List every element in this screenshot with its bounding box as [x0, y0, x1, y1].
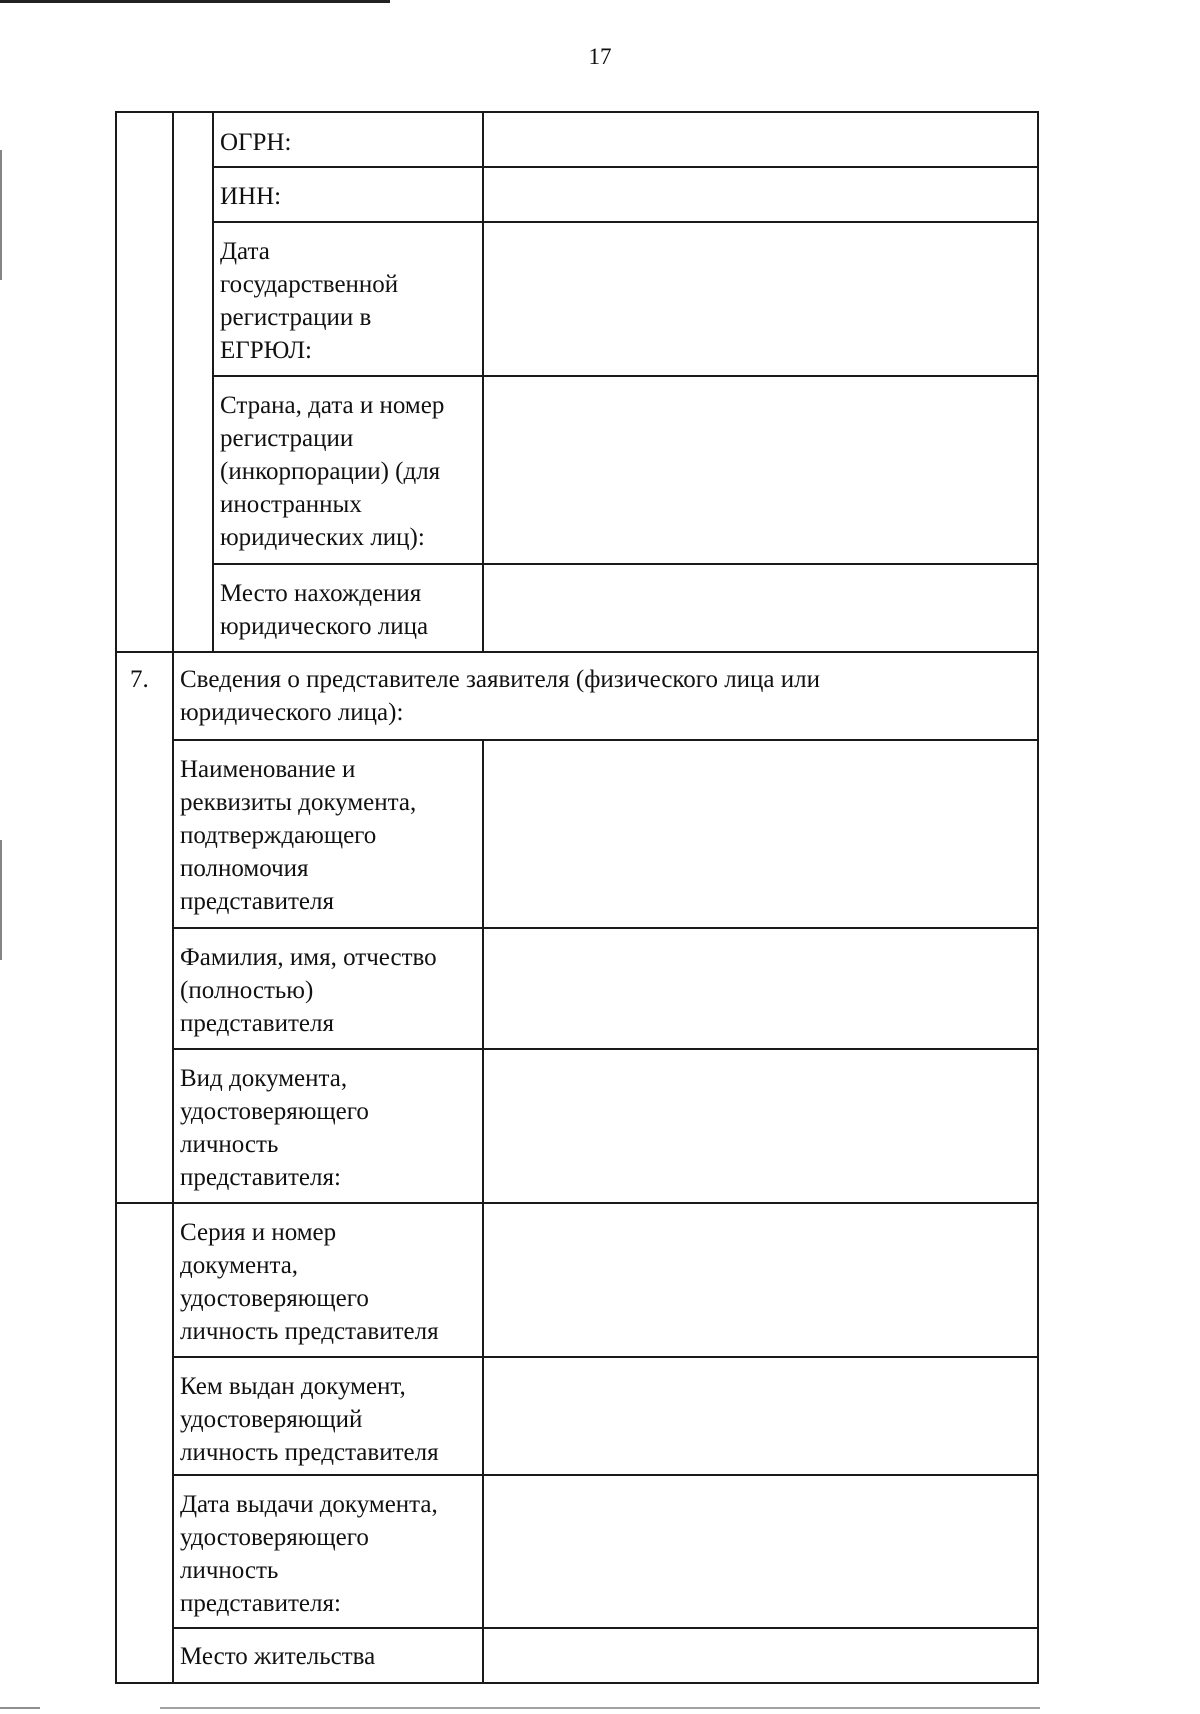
field-value-inn[interactable]	[486, 169, 1035, 221]
field-label-residence: Место жительства	[180, 1643, 376, 1670]
row-divider	[172, 1474, 1039, 1476]
scan-edge-left	[0, 840, 2, 960]
row-divider	[115, 1202, 1039, 1204]
scan-edge-left	[0, 150, 2, 280]
table-border-bottom	[115, 1682, 1039, 1684]
section-number: 7.	[130, 666, 149, 693]
field-value-id-issued-by[interactable]	[486, 1359, 1035, 1474]
scan-edge-bottom	[0, 1707, 1200, 1709]
table-border-left	[115, 111, 117, 1684]
column-divider-subsection	[212, 111, 214, 652]
field-label-id-issued-by: Кем выдан документ, удостоверяющий личность представителя	[180, 1373, 439, 1466]
field-value-id-document-number[interactable]	[486, 1205, 1035, 1356]
table-border-top	[115, 111, 1039, 113]
field-value-foreign-registration[interactable]	[486, 378, 1035, 563]
page-number: 17	[588, 44, 612, 69]
row-divider	[172, 1048, 1039, 1050]
field-value-ogrn[interactable]	[486, 114, 1035, 166]
column-divider-value	[482, 111, 484, 652]
row-divider	[212, 375, 1039, 377]
field-label-egrul-date: Дата государственной регистрации в ЕГРЮЛ:	[220, 238, 399, 364]
scan-edge-top	[0, 0, 390, 3]
table-border-right	[1037, 111, 1039, 1684]
field-label-ogrn: ОГРН:	[220, 129, 292, 156]
column-divider-value	[482, 740, 484, 1684]
field-label-inn: ИНН:	[220, 183, 282, 210]
row-divider	[172, 1627, 1039, 1629]
field-label-legal-address: Место нахождения юридического лица	[220, 580, 429, 640]
field-value-representative-name[interactable]	[486, 930, 1035, 1048]
row-divider	[172, 927, 1039, 929]
field-label-foreign-registration: Страна, дата и номер регистрации (инкорпорации) (для иностранных юридических лиц):	[220, 392, 445, 551]
field-value-legal-address[interactable]	[486, 566, 1035, 651]
field-label-id-issue-date: Дата выдачи документа, удостоверяющего личность представителя:	[180, 1491, 438, 1617]
field-value-authority-document[interactable]	[486, 742, 1035, 927]
field-label-representative-name: Фамилия, имя, отчество (полностью) представителя	[180, 944, 437, 1037]
field-value-id-document-type[interactable]	[486, 1051, 1035, 1202]
row-divider	[212, 221, 1039, 223]
field-label-id-document-type: Вид документа, удостоверяющего личность представителя:	[180, 1065, 369, 1191]
field-value-id-issue-date[interactable]	[486, 1477, 1035, 1627]
field-label-authority-document: Наименование и реквизиты документа, подтверждающего полномочия представителя	[180, 756, 417, 915]
field-label-id-document-number: Серия и номер документа, удостоверяющего личность представителя	[180, 1219, 439, 1345]
row-divider	[115, 651, 1039, 653]
section-title: Сведения о представителе заявителя (физического лица или юридического лица):	[180, 666, 821, 726]
row-divider	[172, 739, 1039, 741]
row-divider	[212, 166, 1039, 168]
row-divider	[172, 1356, 1039, 1358]
row-divider	[212, 563, 1039, 565]
field-value-residence[interactable]	[486, 1630, 1035, 1682]
field-value-egrul-date[interactable]	[486, 224, 1035, 375]
column-divider-number	[172, 111, 174, 1684]
